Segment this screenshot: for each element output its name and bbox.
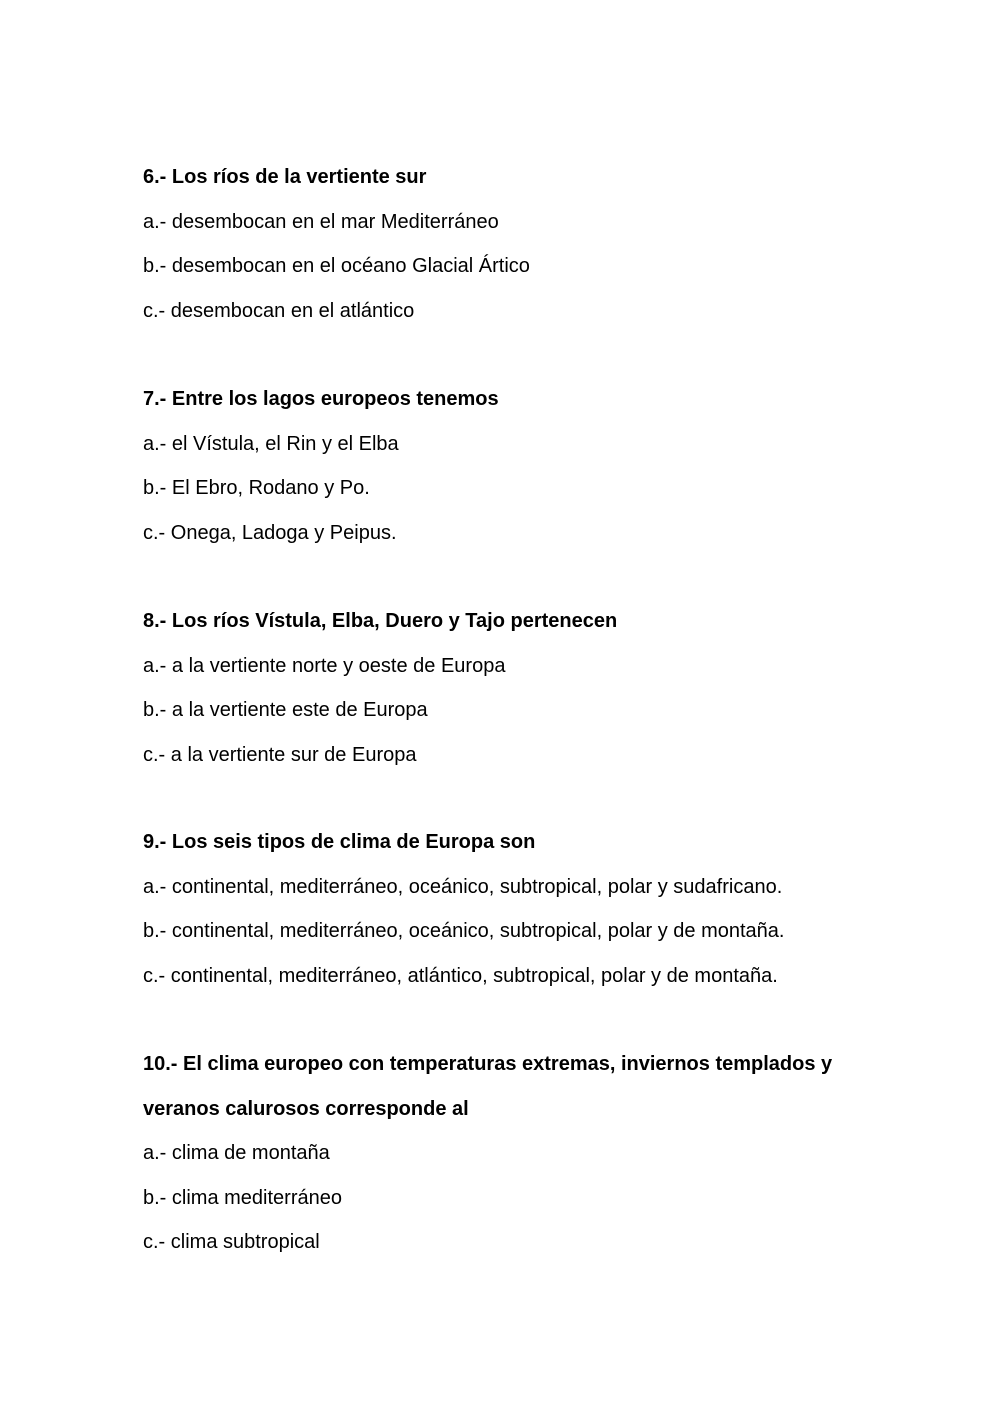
option-a[interactable]: a.- el Vístula, el Rin y el Elba [143,432,399,455]
question-10 [143,1042,873,1265]
option-c[interactable]: c.- a la vertiente sur de Europa [143,743,417,766]
question-9 [143,820,873,998]
option-c[interactable]: c.- desembocan en el atlántico [143,299,415,322]
question-title: 8.- Los ríos Vístula, Elba, Duero y Tajo pertenecen [143,610,618,632]
option-c[interactable]: c.- clima subtropical [143,1231,320,1253]
question-title: 9.- Los seis tipos de clima de Europa son [143,831,536,853]
question-title: 10.- El clima europeo con temperaturas extremas, inviernos templados y veranos calurosos corresponde al [143,1053,833,1120]
option-c[interactable]: c.- continental, mediterráneo, atlántico, subtropical, polar y de montaña. [143,964,778,987]
question-7 [143,377,873,555]
question-title: 7.- Entre los lagos europeos tenemos [143,388,499,410]
question-8 [143,599,873,777]
option-a[interactable]: a.- desembocan en el mar Mediterráneo [143,210,499,233]
option-b[interactable]: b.- continental, mediterráneo, oceánico, subtropical, polar y de montaña. [143,920,785,942]
option-b[interactable]: b.- desembocan en el océano Glacial Ártico [143,255,530,277]
option-c[interactable]: c.- Onega, Ladoga y Peipus. [143,521,397,544]
option-b[interactable]: b.- El Ebro, Rodano y Po. [143,477,370,499]
option-a[interactable]: a.- clima de montaña [143,1142,330,1164]
option-a[interactable]: a.- a la vertiente norte y oeste de Europa [143,654,506,677]
option-b[interactable]: b.- clima mediterráneo [143,1186,342,1209]
option-a[interactable]: a.- continental, mediterráneo, oceánico, subtropical, polar y sudafricano. [143,875,783,898]
question-6 [143,155,873,333]
option-b[interactable]: b.- a la vertiente este de Europa [143,699,428,721]
question-title: 6.- Los ríos de la vertiente sur [143,166,427,188]
